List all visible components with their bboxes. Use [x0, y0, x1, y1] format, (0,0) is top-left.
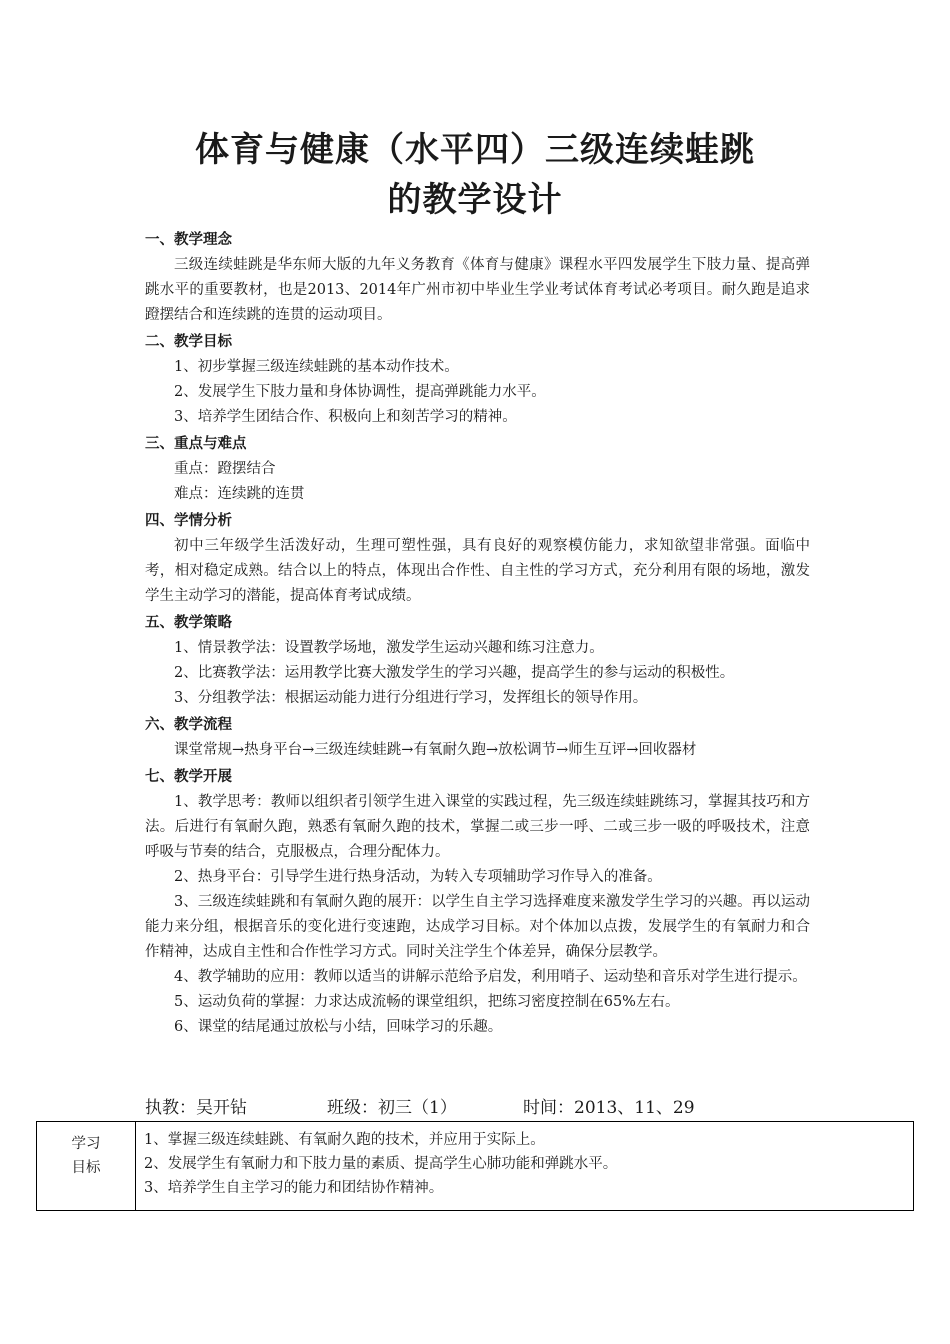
section-heading-philosophy: 一、教学理念 [145, 232, 232, 248]
learning-goals-table [36, 1121, 914, 1211]
implementation-paragraph: 5、运动负荷的掌握：力求达成流畅的课堂组织，把练习密度控制在65%左右。 [174, 994, 680, 1010]
implementation-paragraph: 2、热身平台：引导学生进行热身活动，为转入专项辅助学习作导入的准备。 [174, 869, 662, 885]
key-point-item: 重点：蹬摆结合 [174, 461, 276, 477]
process-flow: 课堂常规→热身平台→三级连续蛙跳→有氧耐久跑→放松调节→师生互评→回收器材 [174, 742, 697, 758]
goals-list-cell [136, 1122, 914, 1211]
objective-item: 3、培养学生团结合作、积极向上和刻苦学习的精神。 [174, 409, 517, 425]
goals-label-cell [37, 1122, 136, 1211]
section-heading-strategies: 五、教学策略 [145, 615, 232, 631]
strategy-item: 2、比赛教学法：运用教学比赛大激发学生的学习兴趣，提高学生的参与运动的积极性。 [174, 665, 735, 681]
document-body [145, 226, 810, 1040]
goals-label: 目标 [71, 1160, 101, 1176]
goals-label: 学习 [71, 1136, 101, 1152]
philosophy-paragraph: 三级连续蛙跳是华东师大版的九年义务教育《体育与健康》课程水平四发展学生下肢力量、提高弹跳水平的重要教材，也是2013、2014年广州市初中毕业生学业考试体育考试必考项目。耐久跑是追求蹬摆结合和连续跳的连贯的运动项目。 [145, 257, 810, 323]
document-title-line1: 体育与健康（水平四）三级连续蛙跳 [195, 130, 755, 170]
strategy-item: 1、情景教学法：设置教学场地，激发学生运动兴趣和练习注意力。 [174, 640, 604, 656]
objective-item: 1、初步掌握三级连续蛙跳的基本动作技术。 [174, 359, 459, 375]
section-heading-objectives: 二、教学目标 [145, 334, 232, 350]
implementation-paragraph: 3、三级连续蛙跳和有氧耐久跑的展开：以学生自主学习选择难度来激发学生学习的兴趣。再以运动能力来分组，根据音乐的变化进行变速跑，达成学习目标。对个体加以点拨，发展学生的有氧耐力和合作精神，达成自主性和合作性学习方式。同时关注学生个体差异，确保分层教学。 [145, 894, 810, 960]
implementation-paragraph: 6、课堂的结尾通过放松与小结，回味学习的乐趣。 [174, 1019, 503, 1035]
lesson-date: 时间：2013、11、29 [523, 1098, 695, 1118]
difficulty-item: 难点：连续跳的连贯 [174, 486, 305, 502]
objective-item: 2、发展学生下肢力量和身体协调性，提高弹跳能力水平。 [174, 384, 546, 400]
class-name: 班级：初三（1） [327, 1098, 457, 1118]
strategy-item: 3、分组教学法：根据运动能力进行分组进行学习，发挥组长的领导作用。 [174, 690, 648, 706]
section-heading-process: 六、教学流程 [145, 717, 232, 733]
goal-item: 2、发展学生有氧耐力和下肢力量的素质、提高学生心肺功能和弹跳水平。 [144, 1156, 618, 1172]
section-heading-student-analysis: 四、学情分析 [145, 513, 232, 529]
goal-item: 1、掌握三级连续蛙跳、有氧耐久跑的技术，并应用于实际上。 [144, 1132, 545, 1148]
implementation-paragraph: 4、教学辅助的应用：教师以适当的讲解示范给予启发，利用哨子、运动垫和音乐对学生进行提示。 [174, 969, 807, 985]
section-heading-implementation: 七、教学开展 [145, 769, 232, 785]
section-heading-key-points: 三、重点与难点 [145, 436, 247, 452]
student-analysis-paragraph: 初中三年级学生活泼好动，生理可塑性强，具有良好的观察模仿能力，求知欲望非常强。面临中考，相对稳定成熟。结合以上的特点，体现出合作性、自主性的学习方式，充分利用有限的场地，激发学生主动学习的潜能，提高体育考试成绩。 [145, 538, 810, 604]
teacher-name: 执教：吴开钻 [145, 1098, 247, 1118]
goal-item: 3、培养学生自主学习的能力和团结协作精神。 [144, 1180, 444, 1196]
table-row [37, 1122, 914, 1211]
document-title-line2: 的教学设计 [387, 180, 563, 220]
implementation-paragraph: 1、教学思考：教师以组织者引领学生进入课堂的实践过程，先三级连续蛙跳练习，掌握其技巧和方法。后进行有氧耐久跑，熟悉有氧耐久跑的技术，掌握二或三步一呼、二或三步一吸的呼吸技术，注意呼吸与节奏的结合，克服极点，合理分配体力。 [145, 794, 810, 860]
